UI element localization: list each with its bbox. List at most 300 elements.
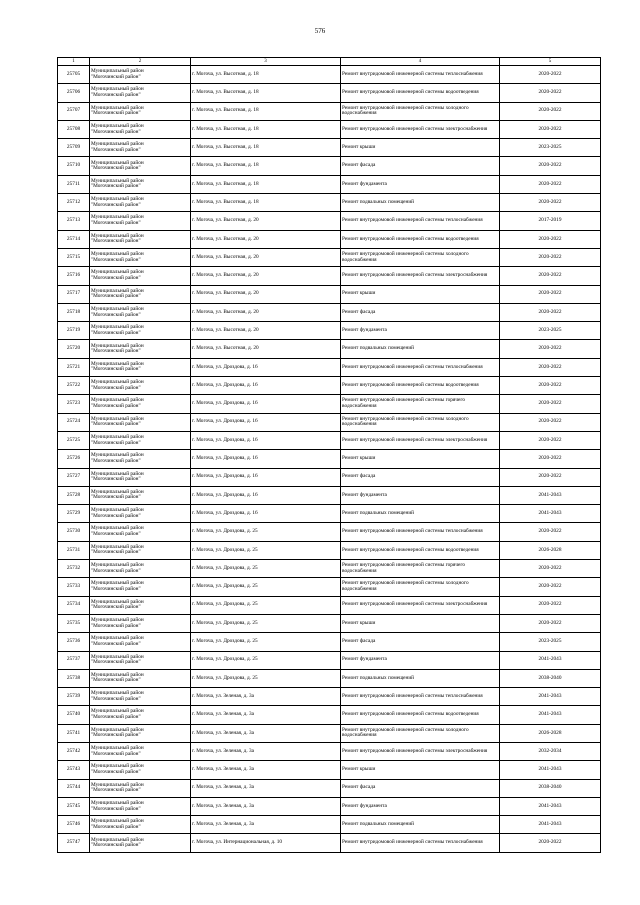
period-cell: 2020-2022: [500, 358, 601, 376]
municipality-line-2: "Могочинский район": [91, 549, 141, 556]
municipality-line-1: Муниципальный район: [91, 415, 144, 422]
table-row: [58, 706, 601, 724]
municipality-line-2: "Могочинский район": [91, 402, 141, 409]
row-number-cell: 25742: [58, 742, 90, 760]
work-type-cell: Ремонт подвальных помещений: [341, 194, 500, 212]
municipality-cell: [90, 706, 191, 724]
table-row: [58, 84, 601, 102]
column-header-3: 3: [191, 58, 341, 66]
address-cell: г. Могоча, ул. Дроздова, д. 25: [191, 651, 341, 669]
municipality-line-2: "Могочинский район": [91, 384, 141, 391]
row-number-cell: 25741: [58, 724, 90, 742]
address-cell: г. Могоча, ул. Зеленая, д. 3а: [191, 688, 341, 706]
municipality-line-2: "Могочинский район": [91, 220, 141, 227]
address-cell: г. Могоча, ул. Зеленая, д. 3а: [191, 779, 341, 797]
address-cell: г. Могоча, ул. Высотная, д. 20: [191, 248, 341, 266]
period-cell: 2020-2022: [500, 377, 601, 395]
table-row: [58, 340, 601, 358]
municipality-line-2: "Могочинский район": [91, 494, 141, 501]
row-number-cell: 25734: [58, 596, 90, 614]
address-cell: г. Могоча, ул. Высотная, д. 18: [191, 194, 341, 212]
municipality-line-2: "Могочинский район": [91, 787, 141, 794]
address-cell: г. Могоча, ул. Высотная, д. 18: [191, 157, 341, 175]
table-row: [58, 303, 601, 321]
table-row: [58, 669, 601, 687]
period-cell: 2020-2022: [500, 285, 601, 303]
row-number-cell: 25714: [58, 230, 90, 248]
work-type-cell: Ремонт внутридомовой инженерной системы горячего водоснабжения: [341, 560, 500, 578]
work-type-cell: Ремонт внутридомовой инженерной системы водоотведения: [341, 706, 500, 724]
municipality-cell: [90, 505, 191, 523]
work-type-cell: Ремонт внутридомовой инженерной системы холодного водоснабжения: [341, 102, 500, 120]
municipality-line-2: "Могочинский район": [91, 714, 141, 721]
address-cell: г. Могоча, ул. Дроздова, д. 16: [191, 431, 341, 449]
work-type-cell: Ремонт фундамента: [341, 486, 500, 504]
work-type-cell: Ремонт подвальных помещений: [341, 816, 500, 834]
table-row: [58, 377, 601, 395]
period-cell: 2041-2043: [500, 761, 601, 779]
table-body: [58, 66, 601, 853]
period-cell: 2041-2043: [500, 797, 601, 815]
address-cell: г. Могоча, ул. Дроздова, д. 25: [191, 541, 341, 559]
row-number-cell: 25720: [58, 340, 90, 358]
municipality-line-2: "Могочинский район": [91, 622, 141, 629]
table-row: [58, 194, 601, 212]
row-number-cell: 25740: [58, 706, 90, 724]
address-cell: г. Могоча, ул. Зеленая, д. 3а: [191, 816, 341, 834]
period-cell: 2020-2022: [500, 175, 601, 193]
municipality-line-2: "Могочинский район": [91, 201, 141, 208]
period-cell: 2032-2034: [500, 742, 601, 760]
address-cell: г. Могоча, ул. Дроздова, д. 16: [191, 358, 341, 376]
row-number-cell: 25716: [58, 267, 90, 285]
work-type-cell: Ремонт внутридомовой инженерной системы электроснабжения: [341, 596, 500, 614]
municipality-cell: [90, 761, 191, 779]
municipality-line-1: Муниципальный район: [91, 141, 144, 148]
row-number-cell: 25709: [58, 139, 90, 157]
municipality-line-2: "Могочинский район": [91, 256, 141, 263]
municipality-line-2: "Могочинский район": [91, 585, 141, 592]
column-header-1: 1: [58, 58, 90, 66]
address-cell: г. Могоча, ул. Высотная, д. 20: [191, 212, 341, 230]
municipality-cell: [90, 102, 191, 120]
address-cell: г. Могоча, ул. Высотная, д. 20: [191, 340, 341, 358]
municipality-line-2: "Могочинский район": [91, 476, 141, 483]
municipality-cell: [90, 724, 191, 742]
municipality-cell: [90, 230, 191, 248]
repair-schedule-table: [57, 57, 601, 853]
address-cell: г. Могоча, ул. Зеленая, д. 3а: [191, 706, 341, 724]
table-row: [58, 816, 601, 834]
municipality-cell: [90, 322, 191, 340]
address-cell: г. Могоча, ул. Высотная, д. 18: [191, 66, 341, 84]
municipality-cell: [90, 157, 191, 175]
municipality-cell: [90, 248, 191, 266]
table-row: [58, 120, 601, 138]
period-cell: 2020-2022: [500, 395, 601, 413]
municipality-cell: [90, 560, 191, 578]
municipality-line-2: "Могочинский район": [91, 677, 141, 684]
municipality-line-1: Муниципальный район: [91, 653, 144, 660]
municipality-cell: [90, 688, 191, 706]
municipality-line-2: "Могочинский район": [91, 457, 141, 464]
period-cell: 2020-2022: [500, 267, 601, 285]
municipality-line-2: "Могочинский район": [91, 146, 141, 153]
work-type-cell: Ремонт внутридомовой инженерной системы электроснабжения: [341, 120, 500, 138]
table-row: [58, 614, 601, 632]
municipality-cell: [90, 669, 191, 687]
work-type-cell: Ремонт крыши: [341, 285, 500, 303]
column-header-5: 5: [500, 58, 601, 66]
municipality-cell: [90, 413, 191, 431]
table-row: [58, 468, 601, 486]
address-cell: г. Могоча, ул. Дроздова, д. 25: [191, 614, 341, 632]
table-row: [58, 834, 601, 852]
municipality-line-1: Муниципальный район: [91, 836, 144, 843]
work-type-cell: Ремонт фасада: [341, 157, 500, 175]
work-type-cell: Ремонт внутридомовой инженерной системы холодного водоснабжения: [341, 248, 500, 266]
address-cell: г. Могоча, ул. Зеленая, д. 3а: [191, 724, 341, 742]
period-cell: 2020-2022: [500, 450, 601, 468]
municipality-cell: [90, 633, 191, 651]
work-type-cell: Ремонт внутридомовой инженерной системы водоотведения: [341, 84, 500, 102]
municipality-line-1: Муниципальный район: [91, 580, 144, 587]
period-cell: 2020-2022: [500, 578, 601, 596]
municipality-line-1: Муниципальный район: [91, 196, 144, 203]
table-row: [58, 212, 601, 230]
municipality-line-1: Муниципальный район: [91, 690, 144, 697]
municipality-line-2: "Могочинский район": [91, 183, 141, 190]
column-header-2: 2: [90, 58, 191, 66]
work-type-cell: Ремонт внутридомовой инженерной системы теплоснабжения: [341, 66, 500, 84]
municipality-line-1: Муниципальный район: [91, 616, 144, 623]
municipality-line-1: Муниципальный район: [91, 488, 144, 495]
table-row: [58, 797, 601, 815]
municipality-line-2: "Могочинский район": [91, 311, 141, 318]
municipality-line-1: Муниципальный район: [91, 159, 144, 166]
municipality-cell: [90, 816, 191, 834]
work-type-cell: Ремонт внутридомовой инженерной системы холодного водоснабжения: [341, 724, 500, 742]
table-row: [58, 395, 601, 413]
address-cell: г. Могоча, ул. Дроздова, д. 25: [191, 560, 341, 578]
municipality-cell: [90, 468, 191, 486]
address-cell: г. Могоча, ул. Дроздова, д. 16: [191, 450, 341, 468]
municipality-cell: [90, 84, 191, 102]
work-type-cell: Ремонт подвальных помещений: [341, 505, 500, 523]
work-type-cell: Ремонт крыши: [341, 614, 500, 632]
work-type-cell: Ремонт подвальных помещений: [341, 669, 500, 687]
municipality-line-1: Муниципальный район: [91, 598, 144, 605]
municipality-line-2: "Могочинский район": [91, 293, 141, 300]
table-row: [58, 102, 601, 120]
period-cell: 2020-2022: [500, 468, 601, 486]
row-number-cell: 25711: [58, 175, 90, 193]
work-type-cell: Ремонт фундамента: [341, 797, 500, 815]
municipality-cell: [90, 377, 191, 395]
municipality-line-1: Муниципальный район: [91, 324, 144, 331]
row-number-cell: 25743: [58, 761, 90, 779]
address-cell: г. Могоча, ул. Дроздова, д. 25: [191, 596, 341, 614]
row-number-cell: 25746: [58, 816, 90, 834]
work-type-cell: Ремонт внутридомовой инженерной системы водоотведения: [341, 230, 500, 248]
address-cell: г. Могоча, ул. Дроздова, д. 25: [191, 669, 341, 687]
municipality-cell: [90, 779, 191, 797]
work-type-cell: Ремонт фундамента: [341, 651, 500, 669]
table-row: [58, 358, 601, 376]
municipality-cell: [90, 120, 191, 138]
address-cell: г. Могоча, ул. Дроздова, д. 25: [191, 523, 341, 541]
municipality-cell: [90, 431, 191, 449]
row-number-cell: 25712: [58, 194, 90, 212]
column-header-4: 4: [341, 58, 500, 66]
address-cell: г. Могоча, ул. Высотная, д. 18: [191, 175, 341, 193]
row-number-cell: 25735: [58, 614, 90, 632]
address-cell: г. Могоча, ул. Высотная, д. 20: [191, 230, 341, 248]
work-type-cell: Ремонт фундамента: [341, 175, 500, 193]
address-cell: г. Могоча, ул. Дроздова, д. 16: [191, 468, 341, 486]
work-type-cell: Ремонт фасада: [341, 468, 500, 486]
municipality-cell: [90, 395, 191, 413]
period-cell: 2020-2022: [500, 194, 601, 212]
municipality-line-2: "Могочинский район": [91, 91, 141, 98]
municipality-line-1: Муниципальный район: [91, 708, 144, 715]
row-number-cell: 25719: [58, 322, 90, 340]
table-row: [58, 285, 601, 303]
address-cell: г. Могоча, ул. Дроздова, д. 16: [191, 377, 341, 395]
municipality-line-2: "Могочинский район": [91, 73, 141, 80]
table-row: [58, 742, 601, 760]
period-cell: 2041-2043: [500, 688, 601, 706]
row-number-cell: 25728: [58, 486, 90, 504]
municipality-cell: [90, 523, 191, 541]
municipality-cell: [90, 541, 191, 559]
municipality-line-2: "Могочинский район": [91, 695, 141, 702]
row-number-cell: 25733: [58, 578, 90, 596]
row-number-cell: 25747: [58, 834, 90, 852]
municipality-line-1: Муниципальный район: [91, 726, 144, 733]
municipality-line-2: "Могочинский район": [91, 732, 141, 739]
address-cell: г. Могоча, ул. Зеленая, д. 3а: [191, 742, 341, 760]
municipality-line-1: Муниципальный район: [91, 360, 144, 367]
row-number-cell: 25730: [58, 523, 90, 541]
municipality-cell: [90, 450, 191, 468]
row-number-cell: 25713: [58, 212, 90, 230]
work-type-cell: Ремонт фасада: [341, 303, 500, 321]
work-type-cell: Ремонт внутридомовой инженерной системы водоотведения: [341, 377, 500, 395]
period-cell: 2020-2022: [500, 340, 601, 358]
work-type-cell: Ремонт внутридомовой инженерной системы теплоснабжения: [341, 212, 500, 230]
municipality-line-1: Муниципальный район: [91, 104, 144, 111]
row-number-cell: 25729: [58, 505, 90, 523]
municipality-line-2: "Могочинский район": [91, 842, 141, 849]
address-cell: г. Могоча, ул. Высотная, д. 18: [191, 102, 341, 120]
period-cell: 2023-2025: [500, 139, 601, 157]
municipality-cell: [90, 212, 191, 230]
period-cell: 2017-2019: [500, 212, 601, 230]
table-row: [58, 688, 601, 706]
period-cell: 2020-2022: [500, 523, 601, 541]
period-cell: 2020-2022: [500, 834, 601, 852]
address-cell: г. Могоча, ул. Зеленая, д. 3а: [191, 797, 341, 815]
period-cell: 2041-2043: [500, 486, 601, 504]
municipality-line-1: Муниципальный район: [91, 287, 144, 294]
municipality-line-1: Муниципальный район: [91, 781, 144, 788]
municipality-line-1: Муниципальный район: [91, 745, 144, 752]
address-cell: г. Могоча, ул. Дроздова, д. 16: [191, 505, 341, 523]
municipality-line-1: Муниципальный район: [91, 525, 144, 532]
municipality-line-1: Муниципальный район: [91, 214, 144, 221]
municipality-line-1: Муниципальный район: [91, 452, 144, 459]
municipality-line-2: "Могочинский район": [91, 567, 141, 574]
period-cell: 2041-2043: [500, 505, 601, 523]
row-number-cell: 25710: [58, 157, 90, 175]
work-type-cell: Ремонт внутридомовой инженерной системы водоотведения: [341, 541, 500, 559]
municipality-cell: [90, 66, 191, 84]
work-type-cell: Ремонт внутридомовой инженерной системы холодного водоснабжения: [341, 578, 500, 596]
period-cell: 2020-2022: [500, 157, 601, 175]
period-cell: 2020-2022: [500, 560, 601, 578]
municipality-cell: [90, 139, 191, 157]
municipality-cell: [90, 651, 191, 669]
municipality-line-2: "Могочинский район": [91, 750, 141, 757]
period-cell: 2020-2022: [500, 120, 601, 138]
work-type-cell: Ремонт внутридомовой инженерной системы теплоснабжения: [341, 834, 500, 852]
municipality-line-1: Муниципальный район: [91, 671, 144, 678]
municipality-line-2: "Могочинский район": [91, 366, 141, 373]
municipality-line-2: "Могочинский район": [91, 329, 141, 336]
period-cell: 2038-2040: [500, 779, 601, 797]
municipality-line-2: "Могочинский район": [91, 604, 141, 611]
row-number-cell: 25744: [58, 779, 90, 797]
table-row: [58, 596, 601, 614]
municipality-cell: [90, 285, 191, 303]
municipality-line-2: "Могочинский район": [91, 805, 141, 812]
row-number-cell: 25738: [58, 669, 90, 687]
row-number-cell: 25726: [58, 450, 90, 468]
municipality-line-2: "Могочинский район": [91, 768, 141, 775]
table-row: [58, 779, 601, 797]
address-cell: г. Могоча, ул. Интернациональная, д. 10: [191, 834, 341, 852]
period-cell: 2020-2022: [500, 84, 601, 102]
work-type-cell: Ремонт внутридомовой инженерной системы теплоснабжения: [341, 523, 500, 541]
municipality-cell: [90, 175, 191, 193]
row-number-cell: 25727: [58, 468, 90, 486]
municipality-cell: [90, 596, 191, 614]
municipality-line-1: Муниципальный район: [91, 543, 144, 550]
municipality-cell: [90, 797, 191, 815]
period-cell: 2026-2028: [500, 541, 601, 559]
row-number-cell: 25724: [58, 413, 90, 431]
row-number-cell: 25721: [58, 358, 90, 376]
table-row: [58, 651, 601, 669]
row-number-cell: 25725: [58, 431, 90, 449]
municipality-line-2: "Могочинский район": [91, 512, 141, 519]
period-cell: 2020-2022: [500, 102, 601, 120]
table-row: [58, 486, 601, 504]
row-number-cell: 25718: [58, 303, 90, 321]
work-type-cell: Ремонт внутридомовой инженерной системы электроснабжения: [341, 267, 500, 285]
municipality-cell: [90, 742, 191, 760]
work-type-cell: Ремонт внутридомовой инженерной системы теплоснабжения: [341, 688, 500, 706]
municipality-line-1: Муниципальный район: [91, 232, 144, 239]
address-cell: г. Могоча, ул. Высотная, д. 18: [191, 139, 341, 157]
address-cell: г. Могоча, ул. Дроздова, д. 16: [191, 395, 341, 413]
row-number-cell: 25722: [58, 377, 90, 395]
row-number-cell: 25708: [58, 120, 90, 138]
row-number-cell: 25731: [58, 541, 90, 559]
municipality-line-2: "Могочинский район": [91, 110, 141, 117]
work-type-cell: Ремонт фасада: [341, 779, 500, 797]
municipality-line-1: Муниципальный район: [91, 269, 144, 276]
table-row: [58, 175, 601, 193]
municipality-cell: [90, 614, 191, 632]
table-row: [58, 505, 601, 523]
row-number-cell: 25707: [58, 102, 90, 120]
municipality-line-2: "Могочинский район": [91, 421, 141, 428]
work-type-cell: Ремонт подвальных помещений: [341, 340, 500, 358]
work-type-cell: Ремонт крыши: [341, 450, 500, 468]
work-type-cell: Ремонт крыши: [341, 139, 500, 157]
row-number-cell: 25732: [58, 560, 90, 578]
address-cell: г. Могоча, ул. Дроздова, д. 16: [191, 413, 341, 431]
municipality-line-1: Муниципальный район: [91, 68, 144, 75]
municipality-cell: [90, 267, 191, 285]
municipality-line-2: "Могочинский район": [91, 531, 141, 538]
address-cell: г. Могоча, ул. Дроздова, д. 25: [191, 633, 341, 651]
municipality-line-2: "Могочинский район": [91, 439, 141, 446]
row-number-cell: 25737: [58, 651, 90, 669]
table-row: [58, 157, 601, 175]
municipality-line-1: Муниципальный район: [91, 799, 144, 806]
work-type-cell: Ремонт фасада: [341, 633, 500, 651]
address-cell: г. Могоча, ул. Дроздова, д. 16: [191, 486, 341, 504]
address-cell: г. Могоча, ул. Зеленая, д. 3а: [191, 761, 341, 779]
period-cell: 2023-2025: [500, 322, 601, 340]
address-cell: г. Могоча, ул. Высотная, д. 18: [191, 120, 341, 138]
table-header-row: [58, 58, 601, 66]
municipality-line-2: "Могочинский район": [91, 640, 141, 647]
table-row: [58, 139, 601, 157]
municipality-cell: [90, 194, 191, 212]
period-cell: 2020-2022: [500, 303, 601, 321]
period-cell: 2020-2022: [500, 230, 601, 248]
table-row: [58, 578, 601, 596]
period-cell: 2020-2022: [500, 66, 601, 84]
table-row: [58, 248, 601, 266]
address-cell: г. Могоча, ул. Высотная, д. 20: [191, 285, 341, 303]
municipality-cell: [90, 578, 191, 596]
municipality-line-1: Муниципальный район: [91, 470, 144, 477]
address-cell: г. Могоча, ул. Дроздова, д. 25: [191, 578, 341, 596]
table-row: [58, 633, 601, 651]
table-row: [58, 724, 601, 742]
table-row: [58, 541, 601, 559]
table-row: [58, 560, 601, 578]
address-cell: г. Могоча, ул. Высотная, д. 20: [191, 303, 341, 321]
table-row: [58, 450, 601, 468]
address-cell: г. Могоча, ул. Высотная, д. 20: [191, 322, 341, 340]
municipality-line-2: "Могочинский район": [91, 238, 141, 245]
address-cell: г. Могоча, ул. Высотная, д. 18: [191, 84, 341, 102]
municipality-line-1: Муниципальный район: [91, 305, 144, 312]
period-cell: 2041-2043: [500, 816, 601, 834]
municipality-line-1: Муниципальный район: [91, 397, 144, 404]
municipality-cell: [90, 340, 191, 358]
work-type-cell: Ремонт фундамента: [341, 322, 500, 340]
municipality-line-1: Муниципальный район: [91, 122, 144, 129]
row-number-cell: 25739: [58, 688, 90, 706]
municipality-line-1: Муниципальный район: [91, 177, 144, 184]
